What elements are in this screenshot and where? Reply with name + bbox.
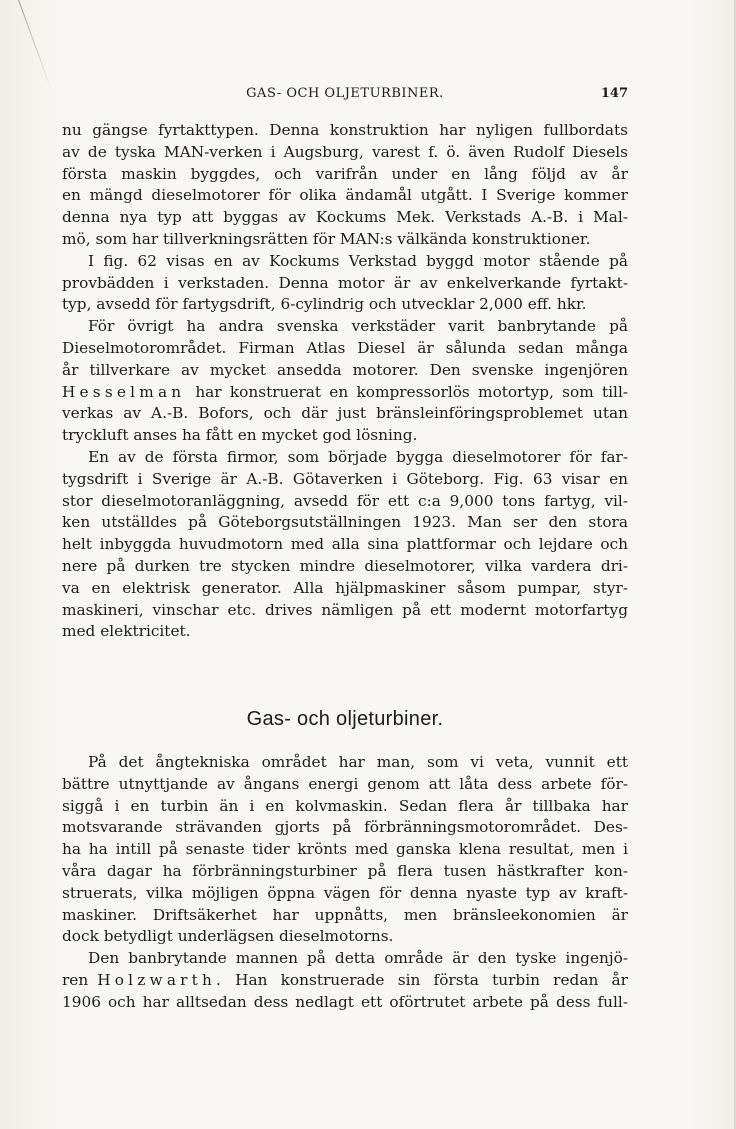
- text-line: provbädden i verkstaden. Denna motor är av enkelverkande fyrtakt-: [62, 273, 628, 292]
- text-line: år tillverkare av mycket ansedda motorer. Den svenske ingenjören: [62, 360, 628, 379]
- text-line: nu gängse fyrtakttypen. Denna konstruktion har nyligen fullbordats: [62, 121, 628, 139]
- text-line-with-name: [62, 382, 628, 404]
- text-line-start: ren: [62, 970, 89, 989]
- section-heading: Gas- och oljeturbiner.: [246, 708, 444, 730]
- text-line: För övrigt ha andra svenska verkstäder varit banbrytande på: [88, 317, 628, 336]
- text-line: En av de första firmor, som började bygga dieselmotorer för far-: [88, 447, 628, 466]
- text-line: Dieselmotorområdet. Firman Atlas Diesel är sålunda sedan många: [62, 338, 628, 357]
- text-line: bättre utnyttjande av ångans energi genom att låta dess arbete för-: [62, 774, 628, 793]
- text-line: dock betydligt underlägsen dieselmotorns.: [62, 927, 394, 946]
- text-line: stor dieselmotoranläggning, avsedd för ett c:a 9,000 tons fartyg, vil-: [62, 491, 628, 510]
- text-line: mö, som har tillverkningsrätten för MAN:s välkända konstruktioner.: [62, 229, 591, 248]
- section-2-body: [62, 752, 628, 1014]
- name-hesselman: Hesselman: [62, 382, 186, 401]
- text-line-with-name: [62, 970, 628, 992]
- text-line: ha ha intill på senaste tider krönts med ganska klena resultat, men i: [62, 840, 628, 859]
- text-line: tryckluft anses ha fått en mycket god lösning.: [62, 426, 418, 445]
- text-line: första maskin byggdes, och varifrån under en lång följd av år: [62, 164, 628, 183]
- text-line: struerats, vilka möjligen öppna vägen för denna nyaste typ av kraft-: [62, 883, 628, 902]
- text-line: 1906 och har alltsedan dess nedlagt ett oförtrutet arbete på dess full-: [62, 992, 628, 1011]
- text-line-rest: Han konstruerade sin första turbin redan år: [235, 970, 628, 989]
- text-line: Den banbrytande mannen på detta område är den tyske ingenjö-: [88, 949, 628, 968]
- text-line: nere på durken tre stycken mindre dieselmotorer, vilka vardera dri-: [62, 556, 628, 575]
- text-line: ken utställdes på Göteborgsutställningen 1923. Man ser den stora: [62, 513, 628, 532]
- running-header: [62, 86, 628, 106]
- text-line: av de tyska MAN-verken i Augsburg, varest f. ö. även Rudolf Diesels: [62, 142, 628, 161]
- text-line: en mängd dieselmotorer för olika ändamål utgått. I Sverige kommer: [62, 186, 628, 205]
- name-holzwarth: Holzwarth.: [97, 970, 226, 989]
- text-line: På det ångtekniska området har man, som vi veta, vunnit ett: [88, 753, 628, 771]
- text-line: va en elektrisk generator. Alla hjälpmaskiner såsom pumpar, styr-: [62, 578, 628, 597]
- page-number: 147: [600, 86, 628, 101]
- section-1-body: [62, 120, 628, 643]
- page-fold-mark: [18, 0, 53, 94]
- text-line: helt inbyggda huvudmotorn med alla sina plattformar och lejdare och: [62, 535, 628, 554]
- text-line: med elektricitet.: [62, 622, 191, 641]
- text-line-rest: har konstruerat en kompressorlös motortyp, som till-: [195, 382, 628, 401]
- text-line: denna nya typ att byggas av Kockums Mek. Verkstads A.-B. i Mal-: [62, 208, 628, 227]
- text-line: maskiner. Driftsäkerhet har uppnåtts, men bränsleekonomien är: [62, 905, 628, 924]
- text-line: tygsdrift i Sverige är A.-B. Götaverken i Göteborg. Fig. 63 visar en: [62, 469, 628, 488]
- text-line: verkas av A.-B. Bofors, och där just bränsleinföringsproblemet utan: [62, 404, 628, 423]
- text-line: typ, avsedd för fartygsdrift, 6-cylindrig och utvecklar 2,000 eff. hkr.: [62, 295, 587, 314]
- text-line: våra dagar ha förbränningsturbiner på flera tusen hästkrafter kon-: [62, 861, 628, 880]
- text-line: motsvarande strävanden gjorts på förbränningsmotorområdet. Des-: [62, 818, 628, 837]
- text-line: maskineri, vinschar etc. drives nämligen på ett modernt motorfartyg: [62, 600, 628, 619]
- text-line: siggå i en turbin än i en kolvmaskin. Sedan flera år tillbaka har: [62, 796, 628, 815]
- running-title: GAS- OCH OLJETURBINER.: [246, 86, 444, 101]
- text-line: I fig. 62 visas en av Kockums Verkstad byggd motor stående på: [88, 251, 628, 270]
